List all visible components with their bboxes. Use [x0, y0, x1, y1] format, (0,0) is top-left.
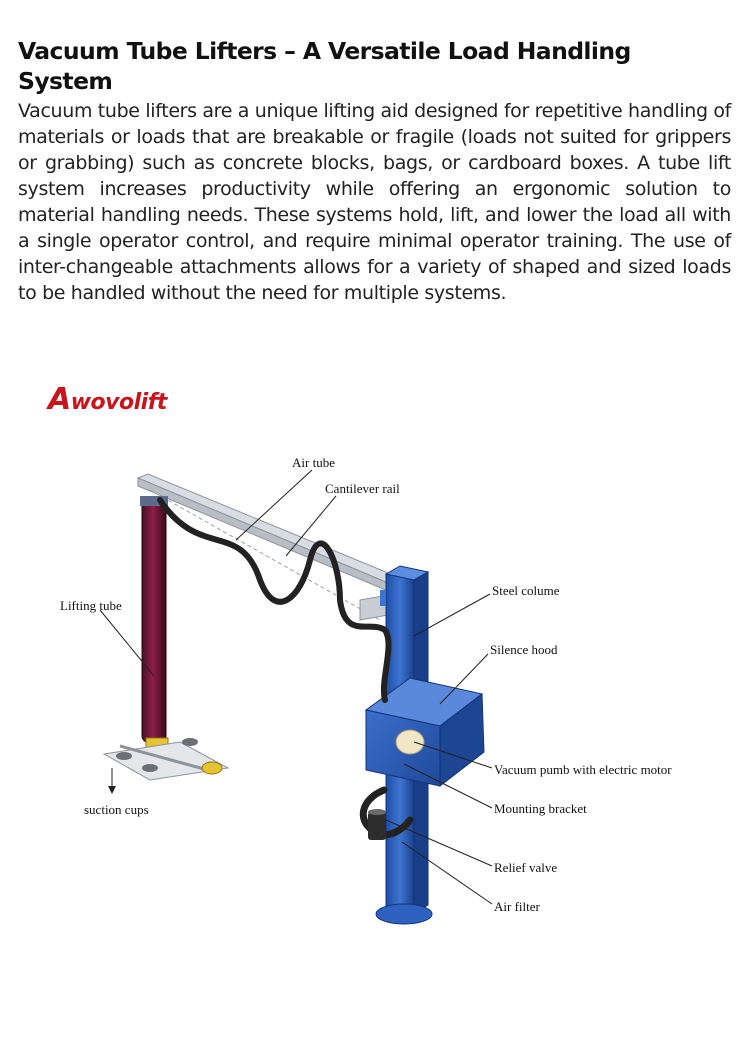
label-silence-hood: Silence hood: [490, 642, 558, 657]
article-paragraph: Vacuum tube lifters are a unique lifting aid designed for repetitive handling of materials or loads that are breakable or fragile (loads not suited for grippers or grabbing) such as concrete blocks, bags, or cardboard boxes. A tube lift system increases productivity while offering an ergonomic solution to material handling needs. These systems hold, lift, and lower the load all with a single operator control, and require minimal operator training. The use of inter-changeable attachments allows for a variety of shaped and sized loads to be handled without the need for multiple systems.: [18, 100, 731, 304]
label-steel-column: Steel colume: [492, 583, 560, 598]
arrow-suction-cups: [108, 768, 116, 794]
relief-valve-cap: [368, 809, 386, 815]
brand-logo-rest: wovolift: [70, 390, 167, 415]
label-air-filter: Air filter: [494, 899, 540, 914]
label-vacuum-pump: Vacuum pumb with electric motor: [494, 762, 672, 777]
label-cantilever-rail: Cantilever rail: [325, 481, 400, 496]
label-suction-cups: suction cups: [84, 802, 149, 817]
brand-logo-initial: A: [48, 382, 71, 417]
lifting-tube: [140, 496, 168, 750]
label-relief-valve: Relief valve: [494, 860, 558, 875]
article-title: Vacuum Tube Lifters – A Versatile Load Handling System: [18, 37, 631, 95]
relief-valve: [368, 812, 386, 840]
suction-cup-frame: [104, 738, 228, 780]
label-mounting-bracket: Mounting bracket: [494, 801, 587, 816]
label-air-tube: Air tube: [292, 455, 335, 470]
label-lifting-tube: Lifting tube: [60, 598, 122, 613]
